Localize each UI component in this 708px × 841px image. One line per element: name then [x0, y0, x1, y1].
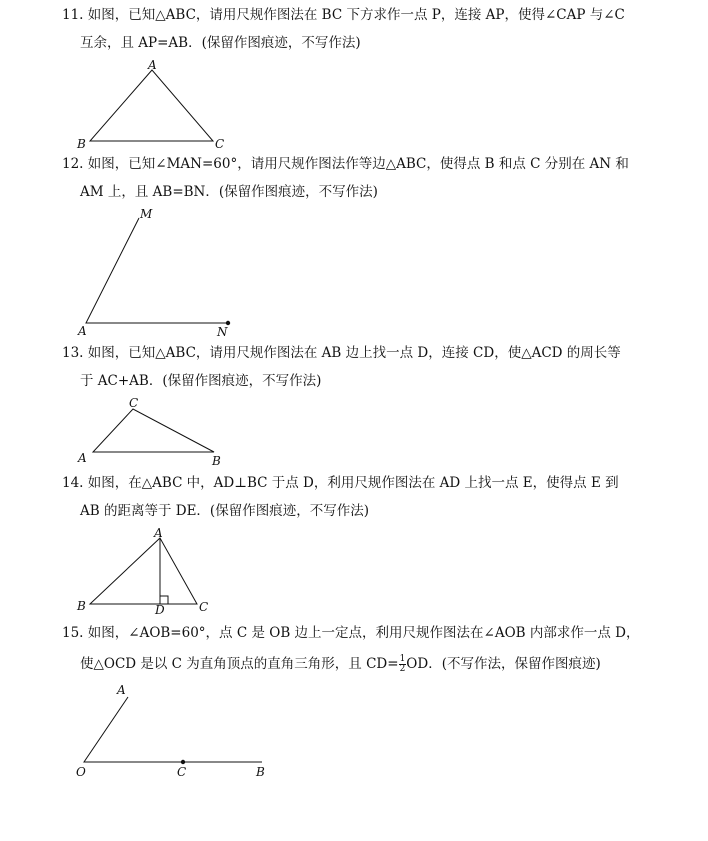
label-c-15: C [177, 765, 187, 779]
problem-15-line-2-end: OD．(不写作法，保留作图痕迹) [406, 656, 601, 672]
triangle-abc-13 [93, 409, 214, 452]
label-b-11: B [77, 137, 86, 151]
label-c-14: C [199, 600, 209, 614]
fraction-denominator: 2 [399, 664, 406, 674]
label-b-13: B [212, 454, 221, 468]
fraction-numerator: 1 [399, 654, 406, 664]
label-o-15: O [76, 765, 86, 779]
label-b-15: B [256, 765, 265, 779]
problem-11-line-2: 互余，且 AP=AB．(保留作图痕迹，不写作法) [80, 35, 361, 51]
label-d-14: D [155, 603, 165, 617]
label-a-13: A [78, 451, 87, 465]
problem-13-line-2: 于 AC+AB．(保留作图痕迹，不写作法) [80, 373, 322, 389]
label-a-12: A [78, 324, 87, 338]
angle-aob-15 [84, 697, 262, 762]
problem-11-line-1: 11. 如图，已知△ABC，请用尺规作图法在 BC 下方求作一点 P，连接 AP，使得∠CAP 与∠C [62, 7, 625, 23]
label-n-12: N [217, 325, 228, 339]
label-c-11: C [215, 137, 225, 151]
label-a-15: A [117, 683, 126, 697]
label-a-14: A [154, 526, 163, 540]
label-m-12: M [140, 207, 153, 221]
label-a-11: A [148, 58, 157, 72]
point-c-dot [181, 760, 185, 764]
problem-12-line-2: AM 上，且 AB=BN．(保留作图痕迹，不写作法) [80, 184, 378, 200]
label-c-13: C [129, 396, 139, 410]
angle-man-12 [86, 218, 228, 323]
problem-13-line-1: 13. 如图，已知△ABC，请用尺规作图法在 AB 边上找一点 D，连接 CD，使△ACD 的周长等 [62, 345, 621, 361]
problem-14-line-2: AB 的距离等于 DE．(保留作图痕迹，不写作法) [80, 503, 369, 519]
problem-14-line-1: 14. 如图，在△ABC 中，AD⊥BC 于点 D，利用尺规作图法在 AD 上找一点 E，使得点 E 到 [62, 475, 619, 491]
problem-15-line-2-start: 使△OCD 是以 C 为直角顶点的直角三角形，且 CD= [80, 656, 399, 672]
problem-15-line-1: 15. 如图，∠AOB=60°，点 C 是 OB 边上一定点，利用尺规作图法在∠AOB 内部求作一点 D， [62, 625, 640, 641]
label-b-14: B [77, 599, 86, 613]
triangle-abc-11 [90, 70, 213, 141]
triangle-abc-14 [90, 538, 197, 604]
problem-12-line-1: 12. 如图，已知∠MAN=60°，请用尺规作图法作等边△ABC，使得点 B 和点 C 分别在 AN 和 [62, 156, 629, 172]
